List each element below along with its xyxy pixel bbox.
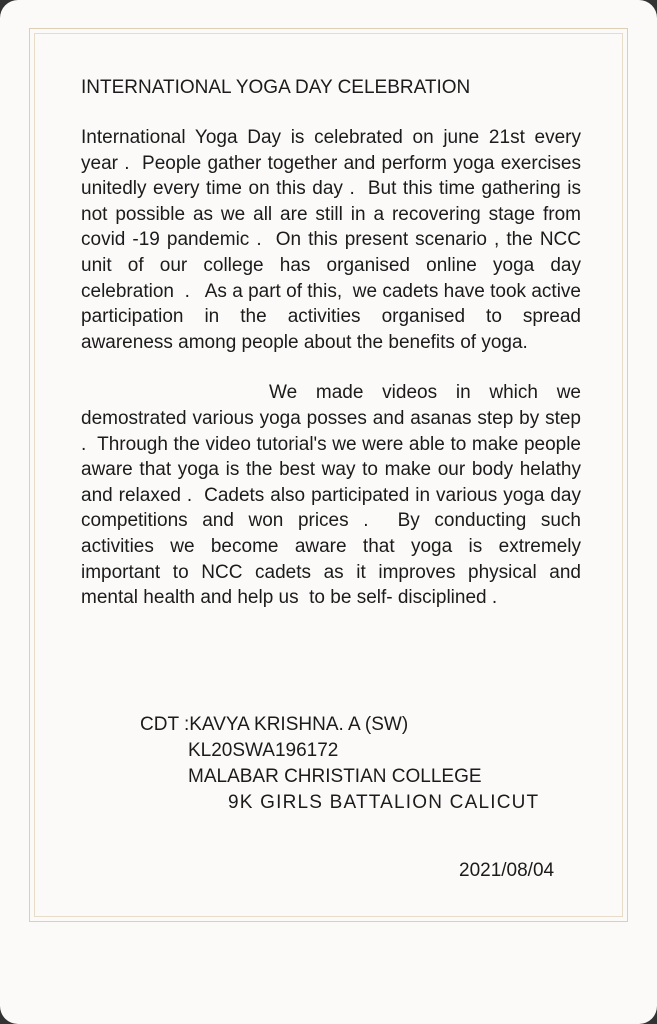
signature-college: MALABAR CHRISTIAN COLLEGE bbox=[188, 766, 482, 787]
paragraph-1: International Yoga Day is celebrated on june 21st every year . People gather together and perform yoga exercises unitedly every time on this day . But this time gathering is not possible as we all are still in a recovering stage from covid -19 pandemic . On this present scenario , the NCC unit of our college has organised online yoga day celebration . As a part of this, we cadets have took active participation in the activities organised to spread awareness among people about the benefits of yoga. bbox=[81, 127, 587, 353]
paragraph-2: We made videos in which we demostrated various yoga posses and asanas step by step . Through the video tutorial's we were able to make people aware that yoga is the best way to make our body helathy and relaxed . Cadets also participated in various yoga day competitions and won prices . By conducting such activities we become aware that yoga is extremely important to NCC cadets as it improves physical and mental health and help us to be self- disciplined . bbox=[81, 382, 592, 609]
signature-regimental-number: KL20SWA196172 bbox=[188, 740, 339, 761]
document-body bbox=[81, 74, 592, 611]
signature-rank-name: CDT :KAVYA KRISHNA. A (SW) bbox=[140, 714, 409, 735]
signature-battalion: 9K GIRLS BATTALION CALICUT bbox=[228, 792, 540, 813]
document-date: 2021/08/04 bbox=[459, 860, 555, 881]
document-title: INTERNATIONAL YOGA DAY CELEBRATION bbox=[81, 77, 471, 98]
